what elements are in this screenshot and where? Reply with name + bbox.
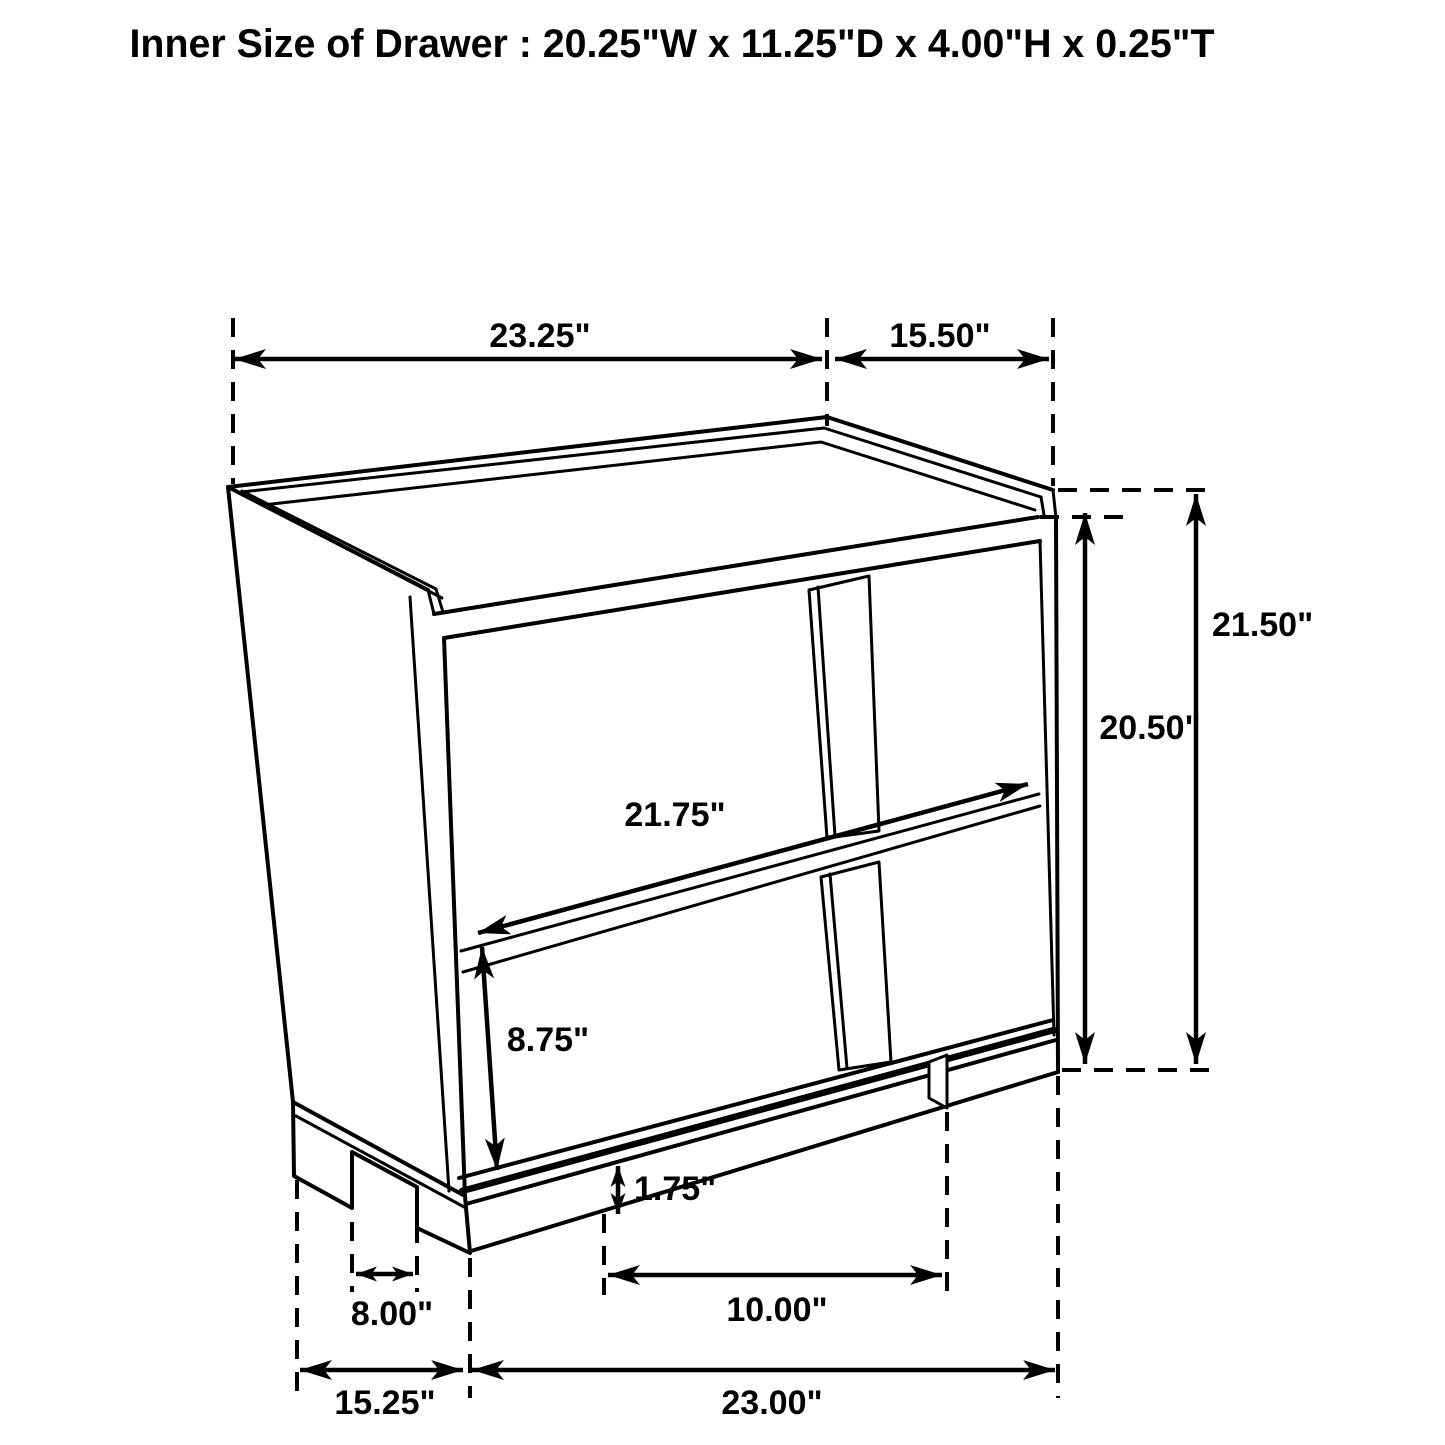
top-left-rim-base-edge xyxy=(263,505,442,598)
front-right-outer-edge xyxy=(1056,518,1058,1072)
dim-label-side-leg-clearance: 8.00" xyxy=(350,1295,434,1333)
front-right-inner-edge xyxy=(1040,541,1054,1035)
dashed-extension-lines xyxy=(233,318,1212,1398)
dim-arrow-bottom-drawer-height xyxy=(482,947,497,1170)
dim-label-floor-width: 23.00" xyxy=(721,1384,823,1422)
top-slab-front-band-lower-edge xyxy=(444,541,1040,638)
dim-label-drawer-width: 21.75" xyxy=(624,796,726,834)
top-slab-front-edge xyxy=(434,517,1038,614)
dim-label-top-depth: 15.50" xyxy=(889,317,991,355)
left-plinth-top-line xyxy=(296,1116,466,1208)
dim-label-case-height: 20.50" xyxy=(1099,709,1201,747)
left-side-bottom-edge xyxy=(293,1102,465,1196)
top-left-rim-inner-edge xyxy=(242,491,436,589)
cabinet-left-side xyxy=(228,487,470,1253)
dim-label-front-leg-clearance: 10.00" xyxy=(726,1291,828,1329)
page-title: Inner Size of Drawer : 20.25"W x 11.25"D x 4.00"H x 0.25"T xyxy=(129,22,1215,66)
cabinet-front xyxy=(459,518,1058,1251)
dim-label-floor-depth: 15.25" xyxy=(334,1384,436,1422)
dimension-arrows xyxy=(234,359,1196,1370)
left-side-back-edge xyxy=(228,487,293,1102)
front-left-corner-edge xyxy=(444,638,465,1196)
left-side-front-inner-edge xyxy=(410,597,449,1191)
dim-arrow-drawer-width xyxy=(478,784,1028,933)
dim-label-base-rail-height: 1.75" xyxy=(634,1170,717,1208)
cabinet-top xyxy=(228,417,1056,638)
dim-label-overall-height: 21.50" xyxy=(1212,606,1314,644)
front-right-leg xyxy=(929,1055,947,1108)
right-rim-end-face xyxy=(1041,490,1056,518)
front-rail-top-edge xyxy=(466,1040,1056,1204)
dim-label-bottom-drawer-height: 8.75" xyxy=(506,1021,590,1059)
drawer-gap-upper-line xyxy=(461,794,1039,951)
drawer-gap-lower-line xyxy=(463,806,1040,972)
dim-label-top-width: 23.25" xyxy=(489,317,591,355)
